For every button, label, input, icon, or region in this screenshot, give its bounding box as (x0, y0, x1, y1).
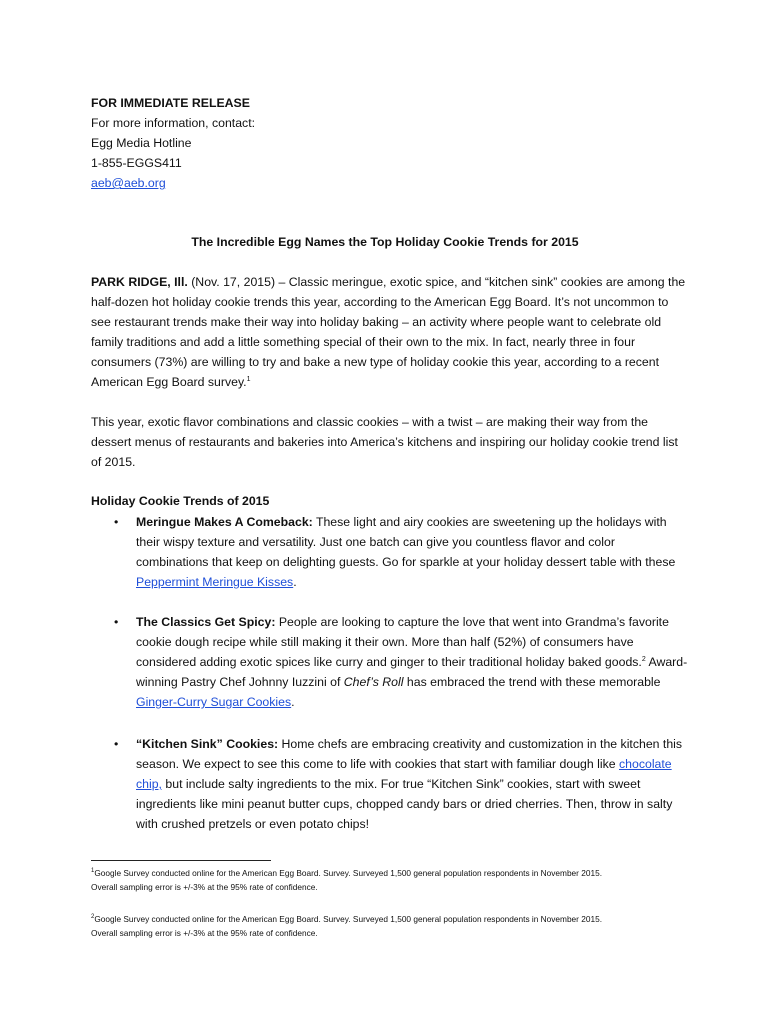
release-label: FOR IMMEDIATE RELEASE (91, 96, 250, 110)
trend-title: Meringue Makes A Comeback: (136, 515, 313, 529)
hotline-name: Egg Media Hotline (91, 136, 192, 150)
footnote-line-1: Google Survey conducted online for the American Egg Board. Survey. Surveyed 1,500 general population respondents in November 2015. (94, 914, 603, 924)
trend-item (114, 612, 688, 712)
recipe-link[interactable]: Ginger-Curry Sugar Cookies (136, 695, 292, 709)
press-release-title: The Incredible Egg Names the Top Holiday Cookie Trends for 2015 (191, 235, 579, 249)
phone-number: 1-855-EGGS411 (91, 156, 182, 170)
footnote-ref-1: 1 (246, 375, 251, 383)
body-paragraph: This year, exotic flavor combinations and classic cookies – with a twist – are making their way from the dessert menus of restaurants and bakeries into America’s kitchens and inspiring our holiday cookie trend list of 2015. (91, 415, 678, 469)
trend-text-2: Award-winning Pastry Chef Johnny Iuzzini of (136, 655, 688, 689)
footnote (91, 912, 681, 940)
recipe-link[interactable]: chocolate chip, (136, 757, 672, 791)
contact-line: For more information, contact: (91, 116, 256, 130)
footnote-divider (91, 860, 271, 861)
trend-end: . (293, 575, 297, 589)
intro-text: (Nov. 17, 2015) – Classic meringue, exotic spice, and “kitchen sink” cookies are among the half-dozen hot holiday cookie trends this year, according to the American Egg Board. It’s not uncommon to see restaurant trends make their way into holiday baking – an activity where people want to celebrate old family traditions and add a little something special of their own to the mix. In fact, nearly three in four consumers (73%) are willing to try and bake a new type of holiday cookie this year, according to a recent American Egg Board survey. (91, 275, 686, 389)
trends-heading: Holiday Cookie Trends of 2015 (91, 494, 270, 508)
show-name: Chef’s Roll (343, 675, 404, 689)
intro-paragraph (91, 272, 686, 392)
footnote-line-2: Overall sampling error is +/-3% at the 95% rate of confidence. (91, 882, 318, 892)
contact-header (91, 93, 255, 193)
bullet-icon: • (114, 737, 119, 751)
trend-title: The Classics Get Spicy: (136, 615, 276, 629)
footnote-line-1: Google Survey conducted online for the American Egg Board. Survey. Surveyed 1,500 general population respondents in November 2015. (94, 868, 603, 878)
footnote (91, 866, 681, 894)
bullet-icon: • (114, 515, 119, 529)
trend-end: . (291, 695, 295, 709)
trend-text: People are looking to capture the love that went into Grandma’s favorite cookie dough recipe while still making it their own. More than half (52%) of consumers have considered adding exotic spices like curry and ginger to their traditional holiday baked goods. (136, 615, 669, 669)
recipe-link[interactable]: Peppermint Meringue Kisses (136, 575, 294, 589)
trend-text-2: but include salty ingredients to the mix. For true “Kitchen Sink” cookies, start with sweet ingredients like mini peanut butter cups, chopped candy bars or dried cherries. Then, throw in salty with crushed pretzels or even potato chips! (136, 777, 673, 831)
trend-text: Home chefs are embracing creativity and customization in the kitchen this season. We expect to see this come to life with cookies that start with familiar dough like (136, 737, 683, 771)
trend-item (114, 512, 688, 592)
email-link[interactable]: aeb@aeb.org (91, 176, 166, 190)
trend-text-3: has embraced the trend with these memorable (403, 675, 661, 689)
bullet-icon: • (114, 615, 119, 629)
trend-text: These light and airy cookies are sweetening up the holidays with their wispy texture and versatility. Just one batch can give you countless flavor and color combinations that keep on delighting guests. Go for sparkle at your holiday dessert table with these (136, 515, 676, 569)
footnote-ref-2: 2 (641, 655, 646, 663)
footnote-number: 1 (91, 868, 95, 875)
footnote-line-2: Overall sampling error is +/-3% at the 95% rate of confidence. (91, 928, 318, 938)
footnote-number: 2 (91, 914, 95, 921)
dateline: PARK RIDGE, Ill. (91, 275, 188, 289)
trend-title: “Kitchen Sink” Cookies: (136, 737, 279, 751)
trend-item (114, 734, 688, 834)
